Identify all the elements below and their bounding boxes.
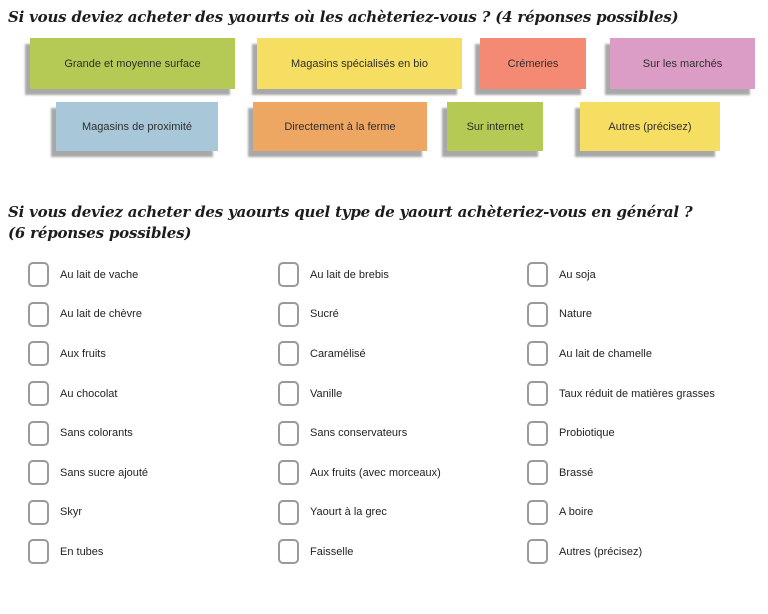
checkbox-option[interactable] — [28, 500, 278, 525]
q1-option-directement-a-la-ferme[interactable]: Directement à la ferme — [253, 102, 427, 151]
checkbox[interactable] — [278, 500, 299, 525]
checkbox-option-label: Sucré — [310, 308, 339, 321]
checkbox-option[interactable] — [28, 460, 278, 485]
question1-title: Si vous deviez acheter des yaourts où les achèteriez-vous ? (4 réponses possibles) — [8, 8, 679, 26]
q1-option-sur-les-marches[interactable]: Sur les marchés — [610, 38, 755, 89]
checkbox[interactable] — [527, 381, 548, 406]
checkbox[interactable] — [278, 302, 299, 327]
q2-options-grid — [28, 255, 768, 572]
checkbox-option-label: Taux réduit de matières grasses — [559, 387, 715, 400]
checkbox[interactable] — [278, 381, 299, 406]
checkbox-option[interactable] — [28, 302, 278, 327]
checkbox[interactable] — [278, 262, 299, 287]
checkbox[interactable] — [278, 539, 299, 564]
checkbox-option[interactable] — [28, 381, 278, 406]
checkbox[interactable] — [527, 262, 548, 287]
checkbox-option[interactable] — [28, 262, 278, 287]
checkbox-option-label: Autres (précisez) — [559, 545, 643, 558]
checkbox[interactable] — [28, 539, 49, 564]
checkbox-option-label: Nature — [559, 308, 593, 321]
q1-option-autres-precisez[interactable]: Autres (précisez) — [580, 102, 720, 151]
checkbox-option-label: Au lait de chèvre — [60, 308, 142, 321]
checkbox-option[interactable] — [527, 302, 768, 327]
checkbox[interactable] — [527, 421, 548, 446]
checkbox-option[interactable] — [527, 262, 768, 287]
q1-option-grande-et-moyenne-surface[interactable]: Grande et moyenne surface — [30, 38, 235, 89]
checkbox-option[interactable] — [278, 341, 527, 366]
checkbox-option-label: A boire — [559, 506, 594, 519]
checkbox[interactable] — [28, 500, 49, 525]
checkbox-option-label: Au lait de chamelle — [559, 347, 652, 360]
checkbox-option-label: Vanille — [310, 387, 343, 400]
checkbox-option[interactable] — [527, 421, 768, 446]
checkbox-option[interactable] — [278, 381, 527, 406]
checkbox-option-label: Skyr — [60, 506, 82, 519]
checkbox[interactable] — [28, 341, 49, 366]
checkbox-option-label: Sans conservateurs — [310, 427, 408, 440]
checkbox[interactable] — [278, 341, 299, 366]
checkbox-option[interactable] — [278, 500, 527, 525]
checkbox-option[interactable] — [278, 302, 527, 327]
question2-title: Si vous deviez acheter des yaourts quel type de yaourt achèteriez-vous en général ? (6 réponses possibles) — [8, 203, 693, 242]
checkbox-option-label: Aux fruits — [60, 347, 106, 360]
checkbox-option[interactable] — [527, 381, 768, 406]
checkbox-option[interactable] — [278, 262, 527, 287]
checkbox-option-label: Au soja — [559, 268, 596, 281]
checkbox-option-label: En tubes — [60, 545, 104, 558]
checkbox-option[interactable] — [527, 341, 768, 366]
checkbox[interactable] — [28, 302, 49, 327]
checkbox-option[interactable] — [527, 539, 768, 564]
checkbox-option[interactable] — [527, 460, 768, 485]
checkbox-option[interactable] — [28, 539, 278, 564]
checkbox-option-label: Probiotique — [559, 427, 615, 440]
checkbox-option[interactable] — [527, 500, 768, 525]
checkbox[interactable] — [527, 539, 548, 564]
checkbox[interactable] — [28, 381, 49, 406]
checkbox[interactable] — [527, 500, 548, 525]
checkbox-option-label: Sans colorants — [60, 427, 133, 440]
checkbox-option[interactable] — [28, 421, 278, 446]
checkbox-option-label: Yaourt à la grec — [310, 506, 387, 519]
checkbox-option[interactable] — [278, 421, 527, 446]
checkbox-option-label: Sans sucre ajouté — [60, 466, 149, 479]
checkbox-option[interactable] — [278, 460, 527, 485]
checkbox-option-label: Au lait de vache — [60, 268, 139, 281]
checkbox[interactable] — [527, 341, 548, 366]
checkbox[interactable] — [28, 460, 49, 485]
checkbox-option[interactable] — [28, 341, 278, 366]
checkbox[interactable] — [278, 460, 299, 485]
checkbox[interactable] — [527, 302, 548, 327]
checkbox[interactable] — [28, 421, 49, 446]
checkbox-option-label: Brassé — [559, 466, 594, 479]
checkbox[interactable] — [278, 421, 299, 446]
checkbox-option-label: Faisselle — [310, 545, 354, 558]
checkbox-option-label: Aux fruits (avec morceaux) — [310, 466, 441, 479]
checkbox-option[interactable] — [278, 539, 527, 564]
checkbox-option-label: Au lait de brebis — [310, 268, 389, 281]
q1-option-cremeries[interactable]: Crémeries — [480, 38, 586, 89]
q1-option-magasins-specialises-bio[interactable]: Magasins spécialisés en bio — [257, 38, 462, 89]
checkbox[interactable] — [527, 460, 548, 485]
checkbox-option-label: Au chocolat — [60, 387, 118, 400]
q1-option-magasins-de-proximite[interactable]: Magasins de proximité — [56, 102, 218, 151]
q1-option-sur-internet[interactable]: Sur internet — [447, 102, 543, 151]
checkbox[interactable] — [28, 262, 49, 287]
checkbox-option-label: Caramélisé — [310, 347, 366, 360]
